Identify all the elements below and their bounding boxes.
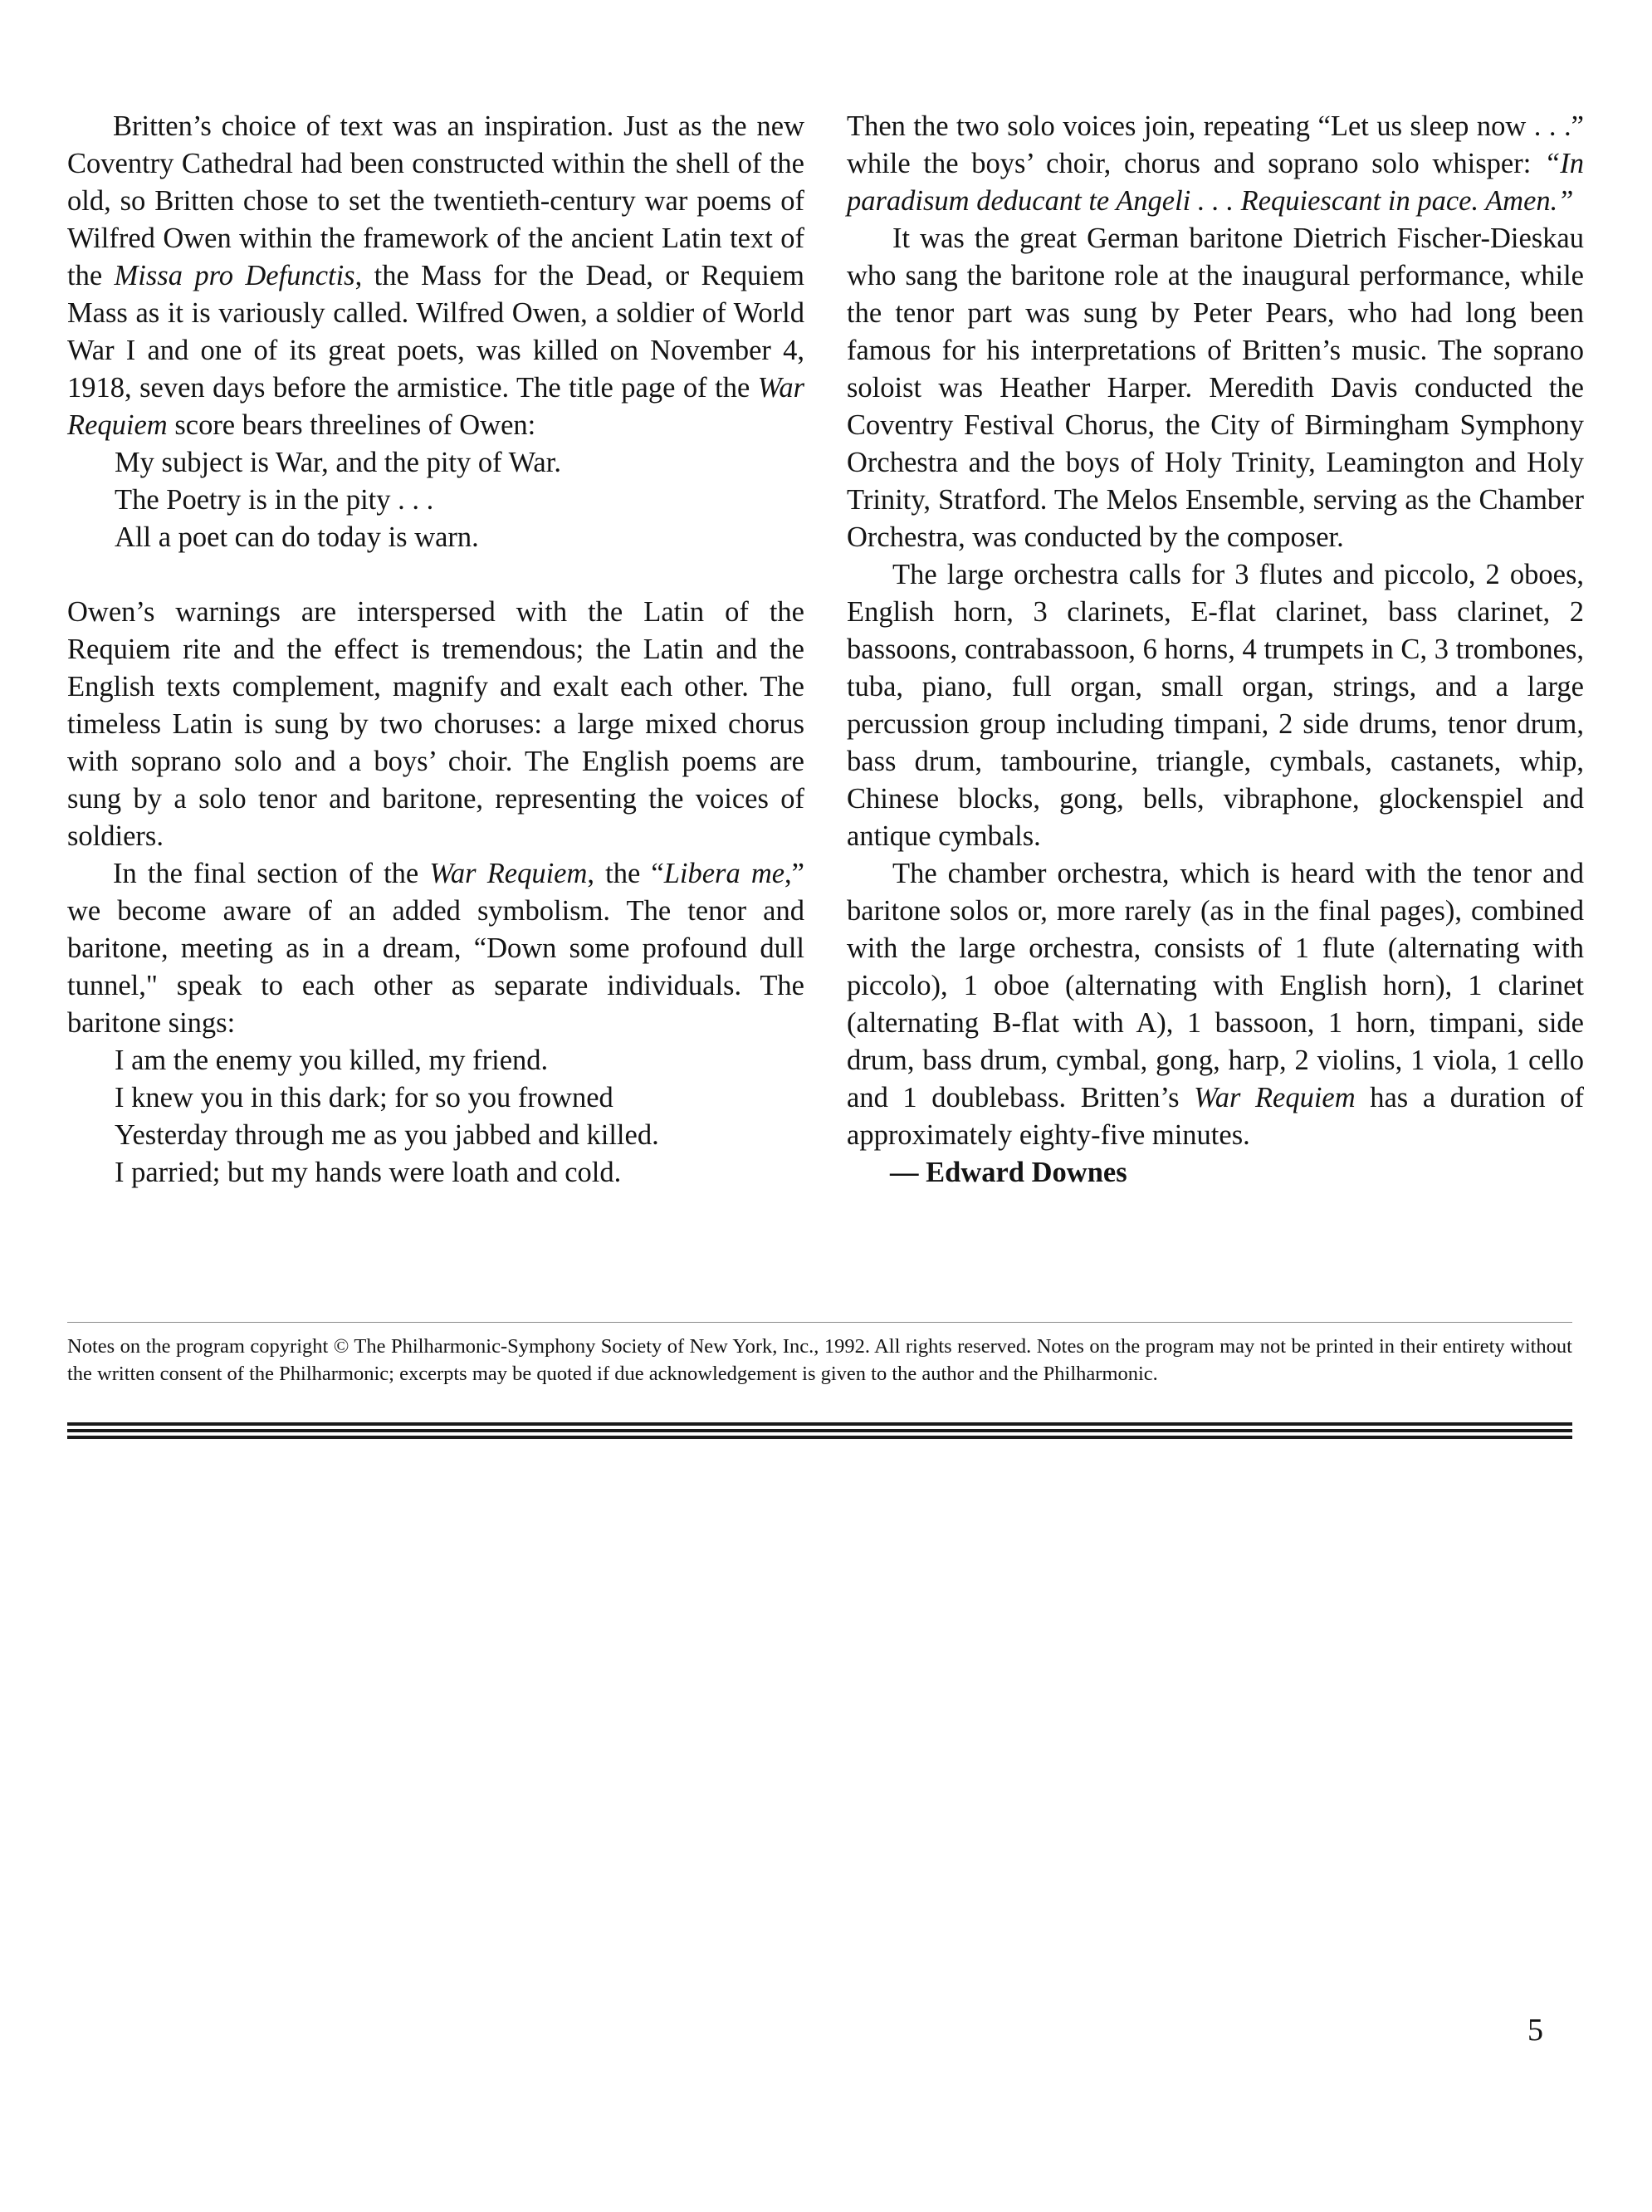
italic-title: War Requiem [1194,1082,1356,1113]
paragraph-performers: It was the great German baritone Dietrich Fischer-Dieskau who sang the baritone role at the inaugural performance, while the tenor part was sung by Peter Pears, who had long been famous for his interpretations of Britten’s music. The soprano soloist was Heather Harper. Meredith Davis conducted the Coventry Festival Chorus, the City of Birmingham Symphony Orchestra and the boys of Holy Trinity, Leamington and Holy Trinity, Stratford. The Melos Ensemble, serving as the Chamber Orchestra, was conducted by the composer. [847,223,1584,553]
text-run: The chamber orchestra, which is heard with the tenor and baritone solos or, more rarely (as in the final pages), combined with the large orchestra, consists of 1 flute (alternating with piccolo), 1 oboe (alternating with English horn), 1 clarinet (alternating B-flat with A), 1 bassoon, 1 horn, timpani, side drum, bass drum, cymbal, gong, harp, 2 violins, 1 viola, 1 cello and 1 doublebass. Britten’s [847,858,1584,1113]
triple-rule-divider [67,1422,1572,1442]
rule-line [67,1429,1572,1432]
text-run: Then the two solo voices join, repeating “Let us sleep now . . .” while the boys’ choir, chorus and soprano solo whisper: [847,110,1584,179]
verse-line: Yesterday through me as you jabbed and killed. [115,1119,659,1151]
footer-divider [67,1322,1572,1323]
text-run: , the “ [587,858,664,889]
verse-line: My subject is War, and the pity of War. [115,447,561,478]
text-run: Britten’s choice of text was an inspiration. Just as the new Coventry Cathedral had been constructed within the shell of the old, so Britten chose to set the twentieth-century war poems of Wilfred Owen within the framework of the ancient Latin text of the [67,110,804,291]
verse-line: I knew you in this dark; for so you frowned [115,1082,613,1113]
text-run: ,” we become aware of an added symbolism. The tenor and baritone, meeting as in a dream, “Down some profound dull tunnel," speak to each other as separate individuals. The baritone sings: [67,858,804,1039]
italic-title: Libera me [663,858,785,889]
paragraph-solo-voices [847,108,1584,220]
verse-line: The Poetry is in the pity . . . [115,484,434,516]
text-run: has a duration of approximately eighty-five minutes. [847,1082,1584,1151]
verse-line: I am the enemy you killed, my friend. [115,1045,549,1076]
owen-verse-quote [67,444,804,556]
copyright-notice: Notes on the program copyright © The Philharmonic-Symphony Society of New York, Inc., 1992. All rights reserved. Notes on the program may not be printed in their entirety without the written consent of the Philharmonic; excerpts may be quoted if due acknowledgement is given to the author and the Philharmonic. [67,1335,1572,1385]
paragraph-final-section [67,855,804,1042]
page-number: 5 [1527,2013,1543,2048]
italic-title: Missa pro Defunctis [114,260,355,291]
paragraph-chamber-orchestra [847,855,1584,1154]
right-column [847,108,1584,1192]
rule-line [67,1436,1572,1439]
spacer [67,556,804,594]
paragraph-owen-warnings: Owen’s warnings are interspersed with the Latin of the Requiem rite and the effect is tremendous; the Latin and the English texts complement, magnify and exalt each other. The timeless Latin is sung by two choruses: a large mixed chorus with soprano solo and a boys’ choir. The English poems are sung by a solo tenor and baritone, representing the voices of soldiers. [67,596,804,852]
paragraph-text-choice [67,108,804,444]
left-column [67,108,804,1192]
baritone-verse-quote [67,1042,804,1192]
verse-line: All a poet can do today is warn. [115,521,479,553]
italic-title: War Requiem [429,858,588,889]
italic-latin: “In paradisum deducant te Angeli . . . Requiescant in pace. Amen.” [847,148,1584,217]
verse-line: I parried; but my hands were loath and cold. [115,1157,622,1188]
text-run: In the final section of the [113,858,430,889]
text-run: score bears threelines of Owen: [167,409,536,441]
text-run: , the Mass for the Dead, or Requiem Mass as it is variously called. Wilfred Owen, a soldier of World War I and one of its great poets, was killed on November 4, 1918, seven days before the armistice. The title page of the [67,260,805,404]
author-signature: — Edward Downes [890,1157,1127,1188]
italic-title: War Requiem [67,372,804,441]
rule-line [67,1422,1572,1426]
paragraph-large-orchestra: The large orchestra calls for 3 flutes and piccolo, 2 oboes, English horn, 3 clarinets, E-flat clarinet, bass clarinet, 2 bassoons, contrabassoon, 6 horns, 4 trumpets in C, 3 trombones, tuba, piano, full organ, small organ, strings, and a large percussion group including timpani, 2 side drums, tenor drum, bass drum, tambourine, triangle, cymbals, castanets, whip, Chinese blocks, gong, bells, vibraphone, glockenspiel and antique cymbals. [847,559,1584,852]
